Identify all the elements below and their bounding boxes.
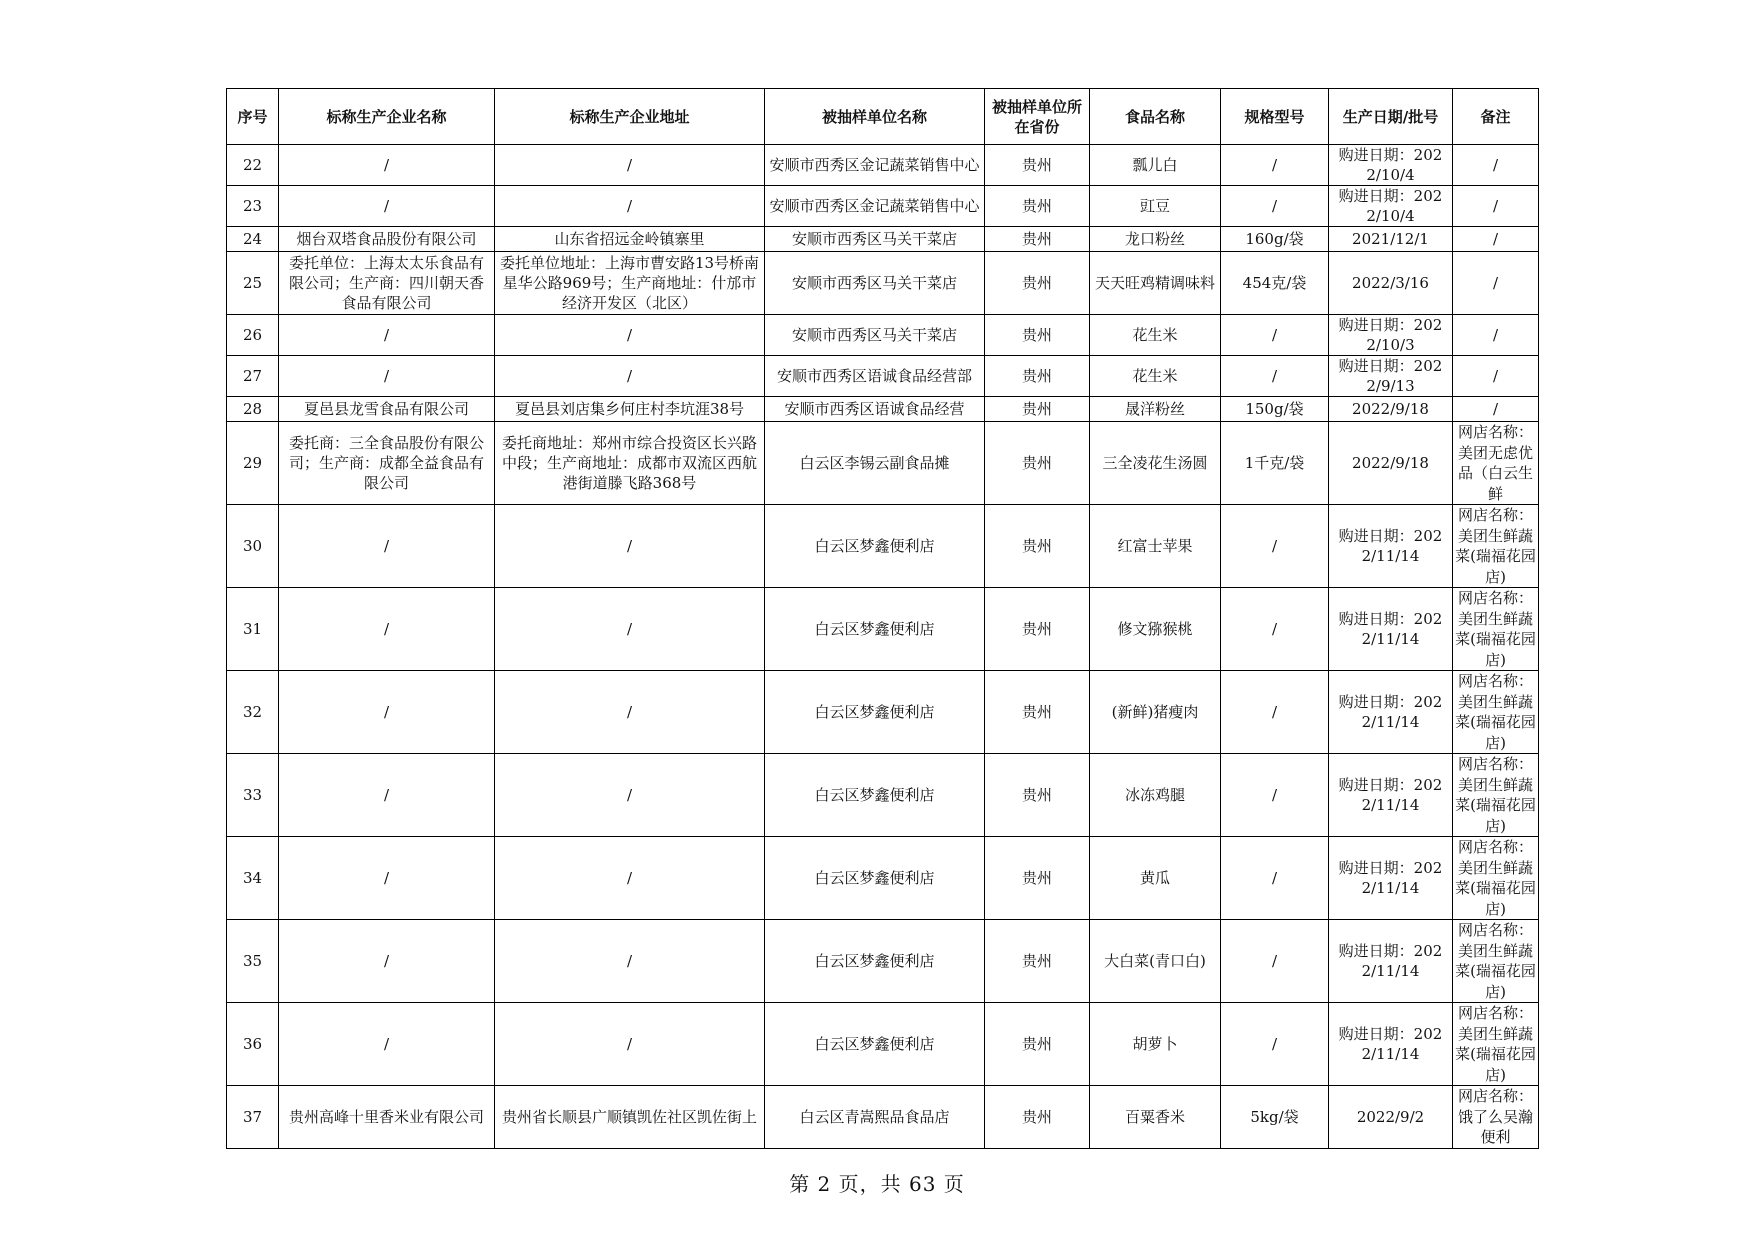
cell-producer: 委托商：三全食品股份有限公司；生产商：成都全益食品有限公司 [279, 422, 495, 505]
cell-date: 2022/9/2 [1329, 1086, 1453, 1149]
cell-province: 贵州 [985, 754, 1090, 837]
cell-address: / [495, 356, 765, 397]
cell-address: / [495, 588, 765, 671]
cell-food: 修文猕猴桃 [1090, 588, 1221, 671]
cell-note: 网店名称：美团生鲜蔬菜(瑞福花园店) [1453, 754, 1539, 837]
table-row [227, 920, 1539, 1003]
table-row [227, 252, 1539, 315]
cell-province: 贵州 [985, 505, 1090, 588]
cell-no: 35 [227, 920, 279, 1003]
cell-food: (新鲜)猪瘦肉 [1090, 671, 1221, 754]
cell-sampled-unit: 白云区梦鑫便利店 [765, 837, 985, 920]
cell-no: 31 [227, 588, 279, 671]
cell-date: 购进日期：2022/9/13 [1329, 356, 1453, 397]
cell-producer: / [279, 754, 495, 837]
cell-note: / [1453, 397, 1539, 422]
cell-spec: 160g/袋 [1221, 227, 1329, 252]
table-row [227, 397, 1539, 422]
sampling-table [226, 88, 1539, 1149]
cell-sampled-unit: 安顺市西秀区马关干菜店 [765, 315, 985, 356]
cell-province: 贵州 [985, 145, 1090, 186]
cell-sampled-unit: 安顺市西秀区语诚食品经营部 [765, 356, 985, 397]
cell-date: 2021/12/1 [1329, 227, 1453, 252]
cell-address: 委托单位地址：上海市曹安路13号桥南星华公路969号；生产商地址：什邡市经济开发区（北区） [495, 252, 765, 315]
cell-address: / [495, 186, 765, 227]
cell-producer: / [279, 920, 495, 1003]
cell-note: / [1453, 186, 1539, 227]
cell-sampled-unit: 安顺市西秀区语诚食品经营 [765, 397, 985, 422]
cell-province: 贵州 [985, 1003, 1090, 1086]
cell-spec: / [1221, 754, 1329, 837]
cell-note: 网店名称：美团生鲜蔬菜(瑞福花园店) [1453, 671, 1539, 754]
cell-date: 购进日期：2022/11/14 [1329, 671, 1453, 754]
cell-province: 贵州 [985, 588, 1090, 671]
cell-province: 贵州 [985, 186, 1090, 227]
table-row [227, 422, 1539, 505]
cell-no: 33 [227, 754, 279, 837]
cell-food: 花生米 [1090, 315, 1221, 356]
header-row [227, 89, 1539, 145]
table-row [227, 837, 1539, 920]
cell-province: 贵州 [985, 1086, 1090, 1149]
cell-food: 豇豆 [1090, 186, 1221, 227]
cell-no: 26 [227, 315, 279, 356]
cell-date: 购进日期：2022/11/14 [1329, 837, 1453, 920]
cell-spec: / [1221, 356, 1329, 397]
cell-no: 25 [227, 252, 279, 315]
cell-date: 购进日期：2022/10/4 [1329, 145, 1453, 186]
cell-date: 2022/9/18 [1329, 422, 1453, 505]
cell-no: 24 [227, 227, 279, 252]
cell-date: 2022/9/18 [1329, 397, 1453, 422]
cell-note: / [1453, 145, 1539, 186]
header-cell: 被抽样单位所在省份 [985, 89, 1090, 145]
table-row [227, 186, 1539, 227]
cell-province: 贵州 [985, 671, 1090, 754]
cell-producer: / [279, 145, 495, 186]
cell-spec: / [1221, 145, 1329, 186]
cell-sampled-unit: 白云区青嵩熙品食品店 [765, 1086, 985, 1149]
cell-food: 龙口粉丝 [1090, 227, 1221, 252]
cell-food: 百粟香米 [1090, 1086, 1221, 1149]
cell-producer: 委托单位：上海太太乐食品有限公司；生产商：四川朝天香食品有限公司 [279, 252, 495, 315]
cell-sampled-unit: 白云区梦鑫便利店 [765, 505, 985, 588]
cell-date: 购进日期：2022/11/14 [1329, 754, 1453, 837]
cell-spec: / [1221, 837, 1329, 920]
cell-sampled-unit: 白云区梦鑫便利店 [765, 671, 985, 754]
cell-note: 网店名称：美团生鲜蔬菜(瑞福花园店) [1453, 837, 1539, 920]
cell-producer: / [279, 505, 495, 588]
table-row [227, 754, 1539, 837]
table-row [227, 588, 1539, 671]
cell-producer: / [279, 671, 495, 754]
cell-province: 贵州 [985, 356, 1090, 397]
cell-spec: 454克/袋 [1221, 252, 1329, 315]
cell-sampled-unit: 白云区梦鑫便利店 [765, 920, 985, 1003]
header-cell: 备注 [1453, 89, 1539, 145]
cell-food: 天天旺鸡精调味料 [1090, 252, 1221, 315]
cell-food: 冰冻鸡腿 [1090, 754, 1221, 837]
table-row [227, 505, 1539, 588]
cell-spec: / [1221, 505, 1329, 588]
cell-producer: / [279, 356, 495, 397]
cell-address: 山东省招远金岭镇寨里 [495, 227, 765, 252]
cell-spec: / [1221, 671, 1329, 754]
cell-province: 贵州 [985, 397, 1090, 422]
cell-spec: 5kg/袋 [1221, 1086, 1329, 1149]
cell-date: 购进日期：2022/11/14 [1329, 1003, 1453, 1086]
cell-food: 三全凌花生汤圆 [1090, 422, 1221, 505]
cell-sampled-unit: 安顺市西秀区金记蔬菜销售中心 [765, 186, 985, 227]
cell-sampled-unit: 白云区李锡云副食品摊 [765, 422, 985, 505]
cell-province: 贵州 [985, 837, 1090, 920]
cell-note: 网店名称：饿了么吴瀚便利 [1453, 1086, 1539, 1149]
header-cell: 生产日期/批号 [1329, 89, 1453, 145]
cell-food: 红富士苹果 [1090, 505, 1221, 588]
table-row [227, 145, 1539, 186]
cell-food: 大白菜(青口白) [1090, 920, 1221, 1003]
cell-sampled-unit: 安顺市西秀区马关干菜店 [765, 252, 985, 315]
cell-sampled-unit: 白云区梦鑫便利店 [765, 754, 985, 837]
header-cell: 规格型号 [1221, 89, 1329, 145]
cell-address: 夏邑县刘店集乡何庄村李坑涯38号 [495, 397, 765, 422]
cell-province: 贵州 [985, 227, 1090, 252]
cell-sampled-unit: 白云区梦鑫便利店 [765, 588, 985, 671]
page-number: 第 2 页，共 63 页 [789, 1172, 965, 1196]
header-cell: 标称生产企业名称 [279, 89, 495, 145]
cell-province: 贵州 [985, 252, 1090, 315]
table-row [227, 315, 1539, 356]
cell-spec: / [1221, 1003, 1329, 1086]
cell-no: 32 [227, 671, 279, 754]
cell-producer: 贵州高峰十里香米业有限公司 [279, 1086, 495, 1149]
cell-province: 贵州 [985, 315, 1090, 356]
cell-food: 胡萝卜 [1090, 1003, 1221, 1086]
cell-note: / [1453, 227, 1539, 252]
cell-producer: 烟台双塔食品股份有限公司 [279, 227, 495, 252]
cell-no: 30 [227, 505, 279, 588]
cell-no: 23 [227, 186, 279, 227]
cell-note: 网店名称：美团无虑优品（白云生鲜 [1453, 422, 1539, 505]
cell-food: 花生米 [1090, 356, 1221, 397]
cell-spec: / [1221, 315, 1329, 356]
cell-address: / [495, 505, 765, 588]
cell-producer: / [279, 1003, 495, 1086]
cell-address: / [495, 671, 765, 754]
cell-food: 晟洋粉丝 [1090, 397, 1221, 422]
cell-province: 贵州 [985, 920, 1090, 1003]
cell-note: 网店名称：美团生鲜蔬菜(瑞福花园店) [1453, 920, 1539, 1003]
cell-date: 购进日期：2022/11/14 [1329, 920, 1453, 1003]
cell-note: / [1453, 356, 1539, 397]
cell-no: 29 [227, 422, 279, 505]
table-row [227, 1003, 1539, 1086]
cell-producer: / [279, 186, 495, 227]
cell-sampled-unit: 安顺市西秀区金记蔬菜销售中心 [765, 145, 985, 186]
cell-spec: 150g/袋 [1221, 397, 1329, 422]
cell-address: 委托商地址：郑州市综合投资区长兴路中段；生产商地址：成都市双流区西航港街道滕飞路368号 [495, 422, 765, 505]
cell-sampled-unit: 安顺市西秀区马关干菜店 [765, 227, 985, 252]
cell-date: 购进日期：2022/10/4 [1329, 186, 1453, 227]
table-row [227, 356, 1539, 397]
header-cell: 被抽样单位名称 [765, 89, 985, 145]
table-row [227, 227, 1539, 252]
cell-note: 网店名称：美团生鲜蔬菜(瑞福花园店) [1453, 1003, 1539, 1086]
cell-address: / [495, 920, 765, 1003]
cell-no: 27 [227, 356, 279, 397]
cell-address: 贵州省长顺县广顺镇凯佐社区凯佐街上 [495, 1086, 765, 1149]
cell-note: / [1453, 315, 1539, 356]
cell-no: 28 [227, 397, 279, 422]
cell-note: / [1453, 252, 1539, 315]
table-row [227, 1086, 1539, 1149]
cell-producer: / [279, 588, 495, 671]
header-cell: 序号 [227, 89, 279, 145]
cell-date: 购进日期：2022/11/14 [1329, 505, 1453, 588]
cell-spec: / [1221, 588, 1329, 671]
cell-no: 36 [227, 1003, 279, 1086]
cell-date: 2022/3/16 [1329, 252, 1453, 315]
cell-no: 22 [227, 145, 279, 186]
cell-producer: 夏邑县龙雪食品有限公司 [279, 397, 495, 422]
cell-sampled-unit: 白云区梦鑫便利店 [765, 1003, 985, 1086]
cell-note: 网店名称：美团生鲜蔬菜(瑞福花园店) [1453, 505, 1539, 588]
cell-food: 瓢儿白 [1090, 145, 1221, 186]
cell-producer: / [279, 315, 495, 356]
cell-address: / [495, 1003, 765, 1086]
cell-no: 37 [227, 1086, 279, 1149]
cell-spec: / [1221, 186, 1329, 227]
header-cell: 食品名称 [1090, 89, 1221, 145]
cell-spec: / [1221, 920, 1329, 1003]
table-row [227, 671, 1539, 754]
cell-address: / [495, 754, 765, 837]
cell-note: 网店名称：美团生鲜蔬菜(瑞福花园店) [1453, 588, 1539, 671]
cell-no: 34 [227, 837, 279, 920]
cell-food: 黄瓜 [1090, 837, 1221, 920]
cell-address: / [495, 145, 765, 186]
cell-province: 贵州 [985, 422, 1090, 505]
cell-date: 购进日期：2022/10/3 [1329, 315, 1453, 356]
cell-producer: / [279, 837, 495, 920]
cell-spec: 1千克/袋 [1221, 422, 1329, 505]
cell-date: 购进日期：2022/11/14 [1329, 588, 1453, 671]
header-cell: 标称生产企业地址 [495, 89, 765, 145]
cell-address: / [495, 837, 765, 920]
cell-address: / [495, 315, 765, 356]
